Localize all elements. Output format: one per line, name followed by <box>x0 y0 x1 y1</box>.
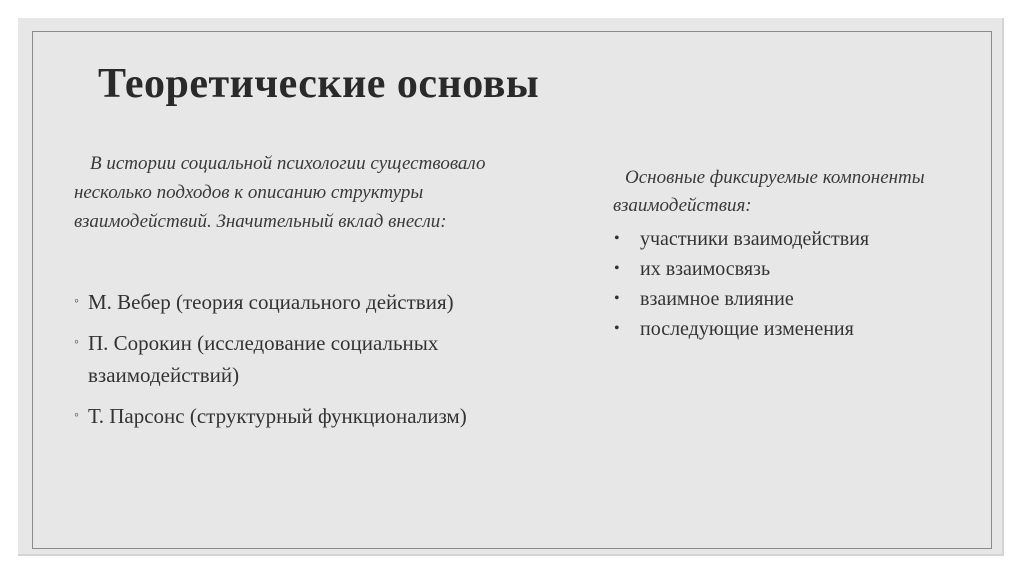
left-contributors-list <box>74 286 524 441</box>
slide <box>18 18 1004 556</box>
hollow-bullet-icon: ◦ <box>74 335 79 350</box>
list-item-text: М. Вебер (теория социального действия) <box>88 290 454 314</box>
filled-bullet-icon: • <box>614 290 620 307</box>
list-item <box>614 224 954 254</box>
list-item-text: П. Сорокин (исследование социальных взаимодействий) <box>88 331 439 387</box>
list-item-text: взаимное влияние <box>640 288 794 310</box>
list-item <box>74 286 524 318</box>
hollow-bullet-icon: ◦ <box>74 408 79 423</box>
filled-bullet-icon: • <box>614 320 620 337</box>
left-intro-text: В истории социальной психологии существовало несколько подходов к описанию структуры взаимодействий. Значительный вклад внесли: <box>74 153 486 232</box>
list-item <box>614 314 954 344</box>
filled-bullet-icon: • <box>614 260 620 277</box>
hollow-bullet-icon: ◦ <box>74 294 79 309</box>
list-item <box>614 284 954 314</box>
right-components-list <box>614 224 954 344</box>
list-item-text: их взаимосвязь <box>640 258 771 280</box>
slide-title: Теоретические основы <box>98 61 540 107</box>
filled-bullet-icon: • <box>614 230 620 247</box>
list-item <box>74 327 524 391</box>
list-item <box>74 400 524 432</box>
list-item-text: Т. Парсонс (структурный функционализм) <box>88 404 467 428</box>
right-heading-text: Основные фиксируемые компоненты взаимодействия: <box>613 167 925 216</box>
list-item-text: последующие изменения <box>640 318 854 340</box>
list-item-text: участники взаимодействия <box>640 228 870 250</box>
list-item <box>614 254 954 284</box>
